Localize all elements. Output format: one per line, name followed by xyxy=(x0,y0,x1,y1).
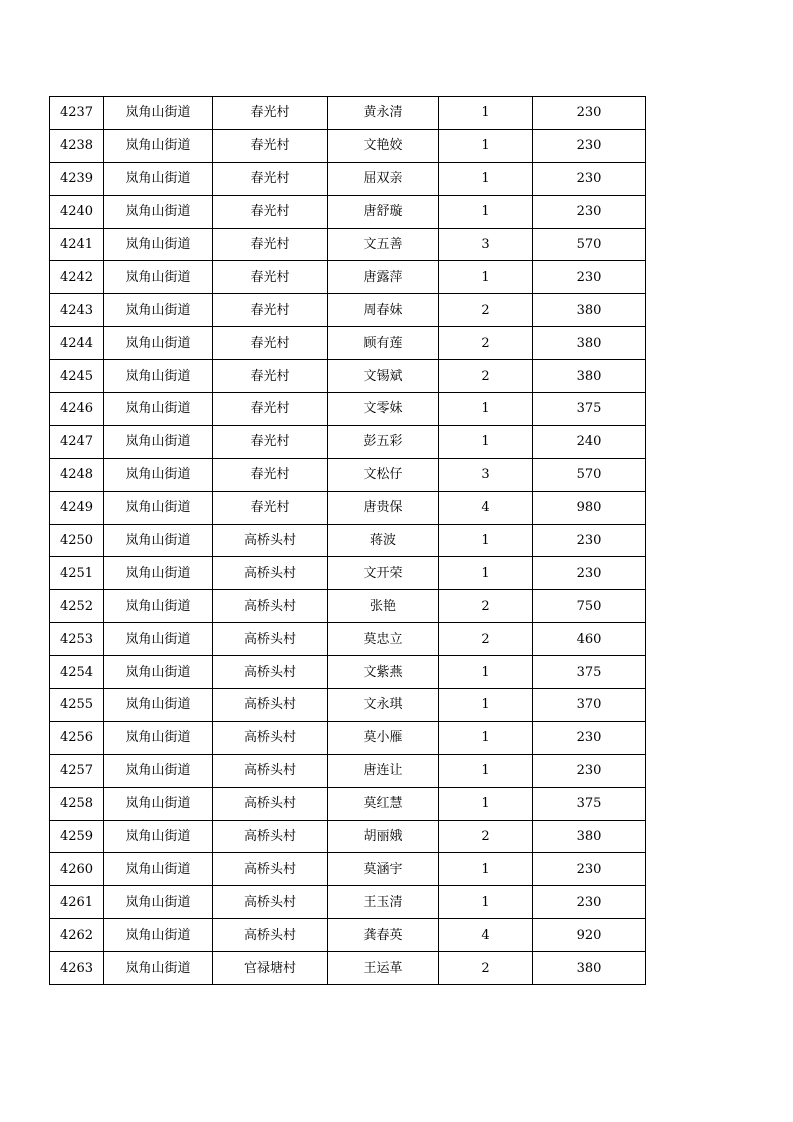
subdistrict-cell: 岚角山街道 xyxy=(104,491,213,524)
village-cell: 高桥头村 xyxy=(213,820,328,853)
amount-cell: 570 xyxy=(533,228,646,261)
count-cell: 1 xyxy=(439,787,533,820)
village-cell: 春光村 xyxy=(213,228,328,261)
count-cell: 1 xyxy=(439,97,533,130)
name-cell: 屈双亲 xyxy=(328,162,439,195)
serial-cell: 4240 xyxy=(50,195,104,228)
table-row xyxy=(50,590,646,623)
amount-cell: 460 xyxy=(533,623,646,656)
name-cell: 彭五彩 xyxy=(328,425,439,458)
village-cell: 高桥头村 xyxy=(213,524,328,557)
count-cell: 1 xyxy=(439,721,533,754)
village-cell: 春光村 xyxy=(213,425,328,458)
village-cell: 春光村 xyxy=(213,491,328,524)
subdistrict-cell: 岚角山街道 xyxy=(104,425,213,458)
amount-cell: 570 xyxy=(533,458,646,491)
serial-cell: 4258 xyxy=(50,787,104,820)
serial-cell: 4251 xyxy=(50,557,104,590)
amount-cell: 230 xyxy=(533,129,646,162)
amount-cell: 370 xyxy=(533,689,646,722)
name-cell: 王玉清 xyxy=(328,886,439,919)
subdistrict-cell: 岚角山街道 xyxy=(104,886,213,919)
count-cell: 1 xyxy=(439,886,533,919)
village-cell: 春光村 xyxy=(213,458,328,491)
serial-cell: 4245 xyxy=(50,360,104,393)
amount-cell: 980 xyxy=(533,491,646,524)
serial-cell: 4248 xyxy=(50,458,104,491)
amount-cell: 230 xyxy=(533,97,646,130)
amount-cell: 230 xyxy=(533,886,646,919)
table-row xyxy=(50,886,646,919)
name-cell: 文锡斌 xyxy=(328,360,439,393)
name-cell: 莫忠立 xyxy=(328,623,439,656)
village-cell: 高桥头村 xyxy=(213,853,328,886)
serial-cell: 4246 xyxy=(50,393,104,426)
table-row xyxy=(50,557,646,590)
village-cell: 春光村 xyxy=(213,129,328,162)
village-cell: 高桥头村 xyxy=(213,754,328,787)
count-cell: 1 xyxy=(439,656,533,689)
table-row xyxy=(50,787,646,820)
serial-cell: 4261 xyxy=(50,886,104,919)
table-row xyxy=(50,129,646,162)
name-cell: 文五善 xyxy=(328,228,439,261)
subdistrict-cell: 岚角山街道 xyxy=(104,787,213,820)
serial-cell: 4252 xyxy=(50,590,104,623)
amount-cell: 230 xyxy=(533,721,646,754)
table-row xyxy=(50,491,646,524)
subdistrict-cell: 岚角山街道 xyxy=(104,261,213,294)
name-cell: 唐连让 xyxy=(328,754,439,787)
serial-cell: 4260 xyxy=(50,853,104,886)
count-cell: 1 xyxy=(439,557,533,590)
count-cell: 1 xyxy=(439,754,533,787)
name-cell: 张艳 xyxy=(328,590,439,623)
subdistrict-cell: 岚角山街道 xyxy=(104,952,213,985)
table-row xyxy=(50,656,646,689)
amount-cell: 375 xyxy=(533,787,646,820)
count-cell: 1 xyxy=(439,129,533,162)
amount-cell: 230 xyxy=(533,853,646,886)
serial-cell: 4254 xyxy=(50,656,104,689)
name-cell: 莫小雁 xyxy=(328,721,439,754)
count-cell: 2 xyxy=(439,590,533,623)
amount-cell: 920 xyxy=(533,919,646,952)
serial-cell: 4242 xyxy=(50,261,104,294)
amount-cell: 380 xyxy=(533,820,646,853)
count-cell: 2 xyxy=(439,820,533,853)
village-cell: 高桥头村 xyxy=(213,721,328,754)
amount-cell: 230 xyxy=(533,162,646,195)
village-cell: 高桥头村 xyxy=(213,919,328,952)
subdistrict-cell: 岚角山街道 xyxy=(104,853,213,886)
subdistrict-cell: 岚角山街道 xyxy=(104,590,213,623)
serial-cell: 4247 xyxy=(50,425,104,458)
amount-cell: 375 xyxy=(533,393,646,426)
name-cell: 王运革 xyxy=(328,952,439,985)
name-cell: 周春妹 xyxy=(328,294,439,327)
village-cell: 春光村 xyxy=(213,195,328,228)
subdistrict-cell: 岚角山街道 xyxy=(104,557,213,590)
count-cell: 2 xyxy=(439,952,533,985)
serial-cell: 4238 xyxy=(50,129,104,162)
table-row xyxy=(50,393,646,426)
serial-cell: 4263 xyxy=(50,952,104,985)
count-cell: 4 xyxy=(439,491,533,524)
village-cell: 高桥头村 xyxy=(213,787,328,820)
subdistrict-cell: 岚角山街道 xyxy=(104,754,213,787)
count-cell: 1 xyxy=(439,425,533,458)
village-cell: 高桥头村 xyxy=(213,656,328,689)
subdistrict-cell: 岚角山街道 xyxy=(104,689,213,722)
village-cell: 春光村 xyxy=(213,294,328,327)
count-cell: 2 xyxy=(439,623,533,656)
subdistrict-cell: 岚角山街道 xyxy=(104,820,213,853)
village-cell: 春光村 xyxy=(213,97,328,130)
name-cell: 文永琪 xyxy=(328,689,439,722)
table-row xyxy=(50,294,646,327)
serial-cell: 4262 xyxy=(50,919,104,952)
name-cell: 蒋波 xyxy=(328,524,439,557)
table-row xyxy=(50,327,646,360)
name-cell: 文开荣 xyxy=(328,557,439,590)
table-row xyxy=(50,360,646,393)
subdistrict-cell: 岚角山街道 xyxy=(104,919,213,952)
subdistrict-cell: 岚角山街道 xyxy=(104,228,213,261)
amount-cell: 380 xyxy=(533,294,646,327)
serial-cell: 4241 xyxy=(50,228,104,261)
table-row xyxy=(50,721,646,754)
subdistrict-cell: 岚角山街道 xyxy=(104,656,213,689)
serial-cell: 4256 xyxy=(50,721,104,754)
subdistrict-cell: 岚角山街道 xyxy=(104,97,213,130)
count-cell: 1 xyxy=(439,261,533,294)
count-cell: 1 xyxy=(439,524,533,557)
count-cell: 2 xyxy=(439,294,533,327)
subdistrict-cell: 岚角山街道 xyxy=(104,195,213,228)
amount-cell: 380 xyxy=(533,327,646,360)
amount-cell: 230 xyxy=(533,195,646,228)
table-row xyxy=(50,195,646,228)
amount-cell: 230 xyxy=(533,557,646,590)
table-row xyxy=(50,853,646,886)
serial-cell: 4259 xyxy=(50,820,104,853)
table-row xyxy=(50,689,646,722)
name-cell: 文松仔 xyxy=(328,458,439,491)
count-cell: 2 xyxy=(439,360,533,393)
table-row xyxy=(50,261,646,294)
amount-cell: 375 xyxy=(533,656,646,689)
table-row xyxy=(50,820,646,853)
count-cell: 4 xyxy=(439,919,533,952)
subdistrict-cell: 岚角山街道 xyxy=(104,393,213,426)
subdistrict-cell: 岚角山街道 xyxy=(104,623,213,656)
subdistrict-cell: 岚角山街道 xyxy=(104,360,213,393)
data-table xyxy=(49,96,646,985)
serial-cell: 4237 xyxy=(50,97,104,130)
serial-cell: 4257 xyxy=(50,754,104,787)
village-cell: 官禄塘村 xyxy=(213,952,328,985)
subdistrict-cell: 岚角山街道 xyxy=(104,458,213,491)
name-cell: 龚春英 xyxy=(328,919,439,952)
name-cell: 黄永清 xyxy=(328,97,439,130)
table-row xyxy=(50,458,646,491)
subdistrict-cell: 岚角山街道 xyxy=(104,524,213,557)
village-cell: 春光村 xyxy=(213,360,328,393)
name-cell: 唐露萍 xyxy=(328,261,439,294)
amount-cell: 240 xyxy=(533,425,646,458)
count-cell: 3 xyxy=(439,228,533,261)
amount-cell: 750 xyxy=(533,590,646,623)
amount-cell: 230 xyxy=(533,261,646,294)
name-cell: 唐舒璇 xyxy=(328,195,439,228)
subdistrict-cell: 岚角山街道 xyxy=(104,162,213,195)
table-row xyxy=(50,952,646,985)
table-row xyxy=(50,623,646,656)
table-row xyxy=(50,425,646,458)
name-cell: 文紫燕 xyxy=(328,656,439,689)
village-cell: 高桥头村 xyxy=(213,557,328,590)
serial-cell: 4239 xyxy=(50,162,104,195)
serial-cell: 4253 xyxy=(50,623,104,656)
table-body xyxy=(50,97,646,985)
table-row xyxy=(50,524,646,557)
village-cell: 高桥头村 xyxy=(213,886,328,919)
name-cell: 唐贵保 xyxy=(328,491,439,524)
count-cell: 1 xyxy=(439,853,533,886)
name-cell: 文艳姣 xyxy=(328,129,439,162)
serial-cell: 4255 xyxy=(50,689,104,722)
village-cell: 高桥头村 xyxy=(213,590,328,623)
table-row xyxy=(50,919,646,952)
amount-cell: 230 xyxy=(533,754,646,787)
village-cell: 春光村 xyxy=(213,393,328,426)
amount-cell: 380 xyxy=(533,360,646,393)
name-cell: 文零妹 xyxy=(328,393,439,426)
table-row xyxy=(50,228,646,261)
amount-cell: 230 xyxy=(533,524,646,557)
serial-cell: 4243 xyxy=(50,294,104,327)
serial-cell: 4244 xyxy=(50,327,104,360)
village-cell: 高桥头村 xyxy=(213,689,328,722)
subdistrict-cell: 岚角山街道 xyxy=(104,327,213,360)
subdistrict-cell: 岚角山街道 xyxy=(104,721,213,754)
village-cell: 春光村 xyxy=(213,327,328,360)
table-row xyxy=(50,97,646,130)
count-cell: 1 xyxy=(439,689,533,722)
name-cell: 莫红慧 xyxy=(328,787,439,820)
subdistrict-cell: 岚角山街道 xyxy=(104,129,213,162)
serial-cell: 4250 xyxy=(50,524,104,557)
count-cell: 2 xyxy=(439,327,533,360)
amount-cell: 380 xyxy=(533,952,646,985)
count-cell: 3 xyxy=(439,458,533,491)
count-cell: 1 xyxy=(439,162,533,195)
serial-cell: 4249 xyxy=(50,491,104,524)
subdistrict-cell: 岚角山街道 xyxy=(104,294,213,327)
name-cell: 顾有莲 xyxy=(328,327,439,360)
name-cell: 莫涵宇 xyxy=(328,853,439,886)
village-cell: 春光村 xyxy=(213,162,328,195)
count-cell: 1 xyxy=(439,195,533,228)
village-cell: 春光村 xyxy=(213,261,328,294)
table-row xyxy=(50,754,646,787)
village-cell: 高桥头村 xyxy=(213,623,328,656)
name-cell: 胡丽娥 xyxy=(328,820,439,853)
count-cell: 1 xyxy=(439,393,533,426)
table-row xyxy=(50,162,646,195)
